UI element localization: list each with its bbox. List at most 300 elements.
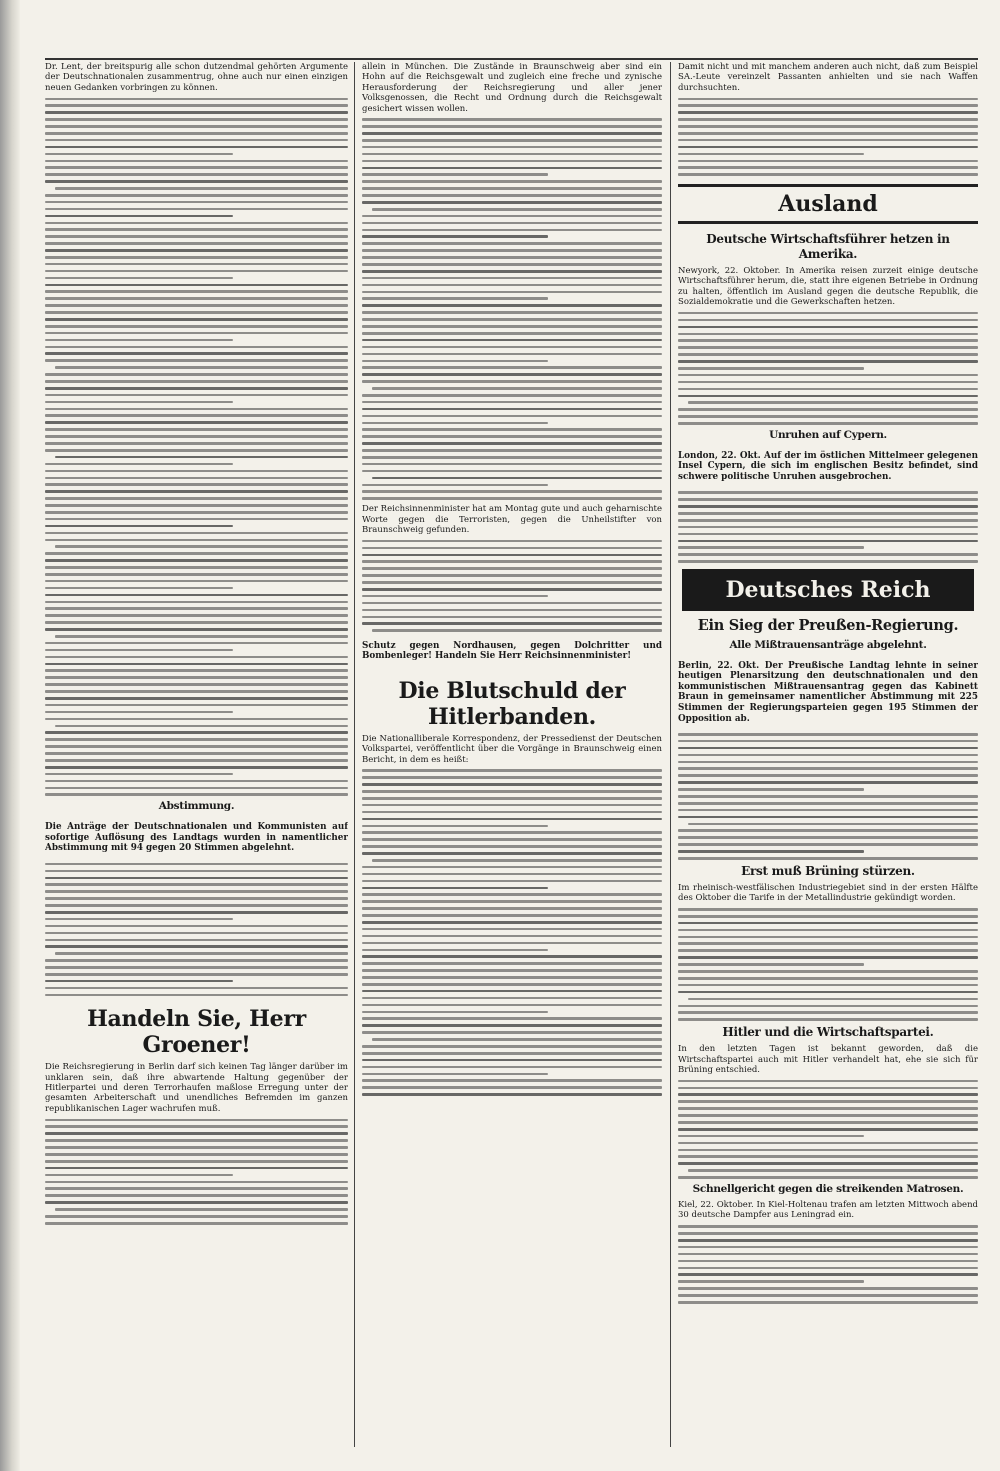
- text-line: [362, 997, 662, 1000]
- text-line: [362, 880, 662, 883]
- text-line: [45, 1139, 348, 1142]
- text-line: [362, 790, 662, 793]
- text-line: [678, 1287, 978, 1290]
- text-line: [678, 767, 978, 770]
- text-line: [45, 594, 348, 597]
- text-line: [362, 470, 662, 473]
- text-line: [678, 505, 978, 508]
- text-line: [362, 215, 662, 218]
- text-line: [362, 831, 662, 834]
- col3-body-text: [678, 98, 978, 176]
- text-line: [45, 642, 348, 645]
- text-line: [45, 373, 348, 376]
- text-line: [45, 621, 348, 624]
- text-line: [45, 731, 348, 734]
- text-line: [45, 587, 233, 590]
- text-line: [362, 616, 662, 619]
- text-line: [45, 676, 348, 679]
- text-line: [45, 414, 348, 417]
- text-line: [362, 153, 662, 156]
- text-line: [45, 966, 348, 969]
- text-line: [45, 304, 348, 307]
- text-line: [678, 333, 978, 336]
- text-line: [372, 208, 662, 211]
- text-line: [362, 825, 548, 828]
- text-line: [45, 539, 348, 542]
- text-line: [362, 540, 662, 543]
- text-line: [678, 1018, 978, 1021]
- text-line: [45, 180, 348, 183]
- text-line: [45, 290, 348, 293]
- text-line: [362, 235, 548, 238]
- text-line: [362, 602, 662, 605]
- text-line: [362, 818, 662, 821]
- text-line: [362, 201, 662, 204]
- text-line: [678, 836, 978, 839]
- text-line: [55, 456, 348, 459]
- text-line: [55, 725, 348, 728]
- text-line: [362, 622, 662, 625]
- text-line: [362, 180, 662, 183]
- col1-vote-text: Die Anträge der Deutschnationalen und Kommunisten auf sofortige Auflösung des Landtags wurden in namentlicher Abstimmung mit 94 gegen 20 Stimmen abgelehnt.: [45, 822, 348, 854]
- text-line: [45, 166, 348, 169]
- text-line: [678, 319, 978, 322]
- col2-article-text: Die Nationalliberale Korrespondenz, der Pressedienst der Deutschen Volkspartei, veröffentlicht über die Vorgänge in Braunschweig einen Bericht, in dem es heißt:: [362, 733, 662, 765]
- text-line: [45, 132, 348, 135]
- text-line: [678, 326, 978, 329]
- text-line: [45, 463, 233, 466]
- text-line: [678, 1273, 978, 1276]
- text-line: [678, 132, 978, 135]
- text-line: [45, 477, 348, 480]
- text-line: [678, 491, 978, 494]
- text-line: [45, 690, 348, 693]
- text-line: [45, 470, 348, 473]
- text-line: [678, 519, 978, 522]
- text-line: [55, 366, 348, 369]
- text-line: [362, 554, 662, 557]
- text-line: [362, 187, 662, 190]
- text-line: [45, 573, 348, 576]
- text-line: [678, 761, 978, 764]
- text-line: [362, 484, 548, 487]
- text-line: [678, 1260, 978, 1263]
- text-line: [678, 111, 978, 114]
- text-line: [362, 1045, 662, 1048]
- text-line: [362, 914, 662, 917]
- text-line: [45, 1215, 348, 1218]
- a5-text: In den letzten Tagen ist bekannt geworden, daß die Wirtschaftspartei auch mit Hitler verhandelt hat, ehe sie sich für Brüning entschied.: [678, 1044, 978, 1075]
- text-line: [678, 533, 978, 536]
- text-line: [678, 560, 978, 563]
- text-line: [362, 270, 662, 273]
- a4-title: Erst muß Brüning stürzen.: [741, 863, 915, 878]
- col1-article-text: Die Reichsregierung in Berlin darf sich keinen Tag länger darüber im unklaren sein, daß ihre abwartende Haltung gegenüber der Hitlerpartei und deren Terrorhaufen maßlose Erregung unter der gesamten Arbeiterschaft und unendliches Befremden im ganzen republikanischen Lager wachrufen muß.: [45, 1062, 348, 1114]
- text-line: [45, 525, 233, 528]
- text-line: [678, 381, 978, 384]
- text-line: [362, 990, 662, 993]
- text-line: [362, 976, 662, 979]
- text-line: [678, 546, 864, 549]
- text-line: [45, 511, 348, 514]
- text-line: [45, 1181, 348, 1184]
- text-line: [45, 1222, 348, 1225]
- text-line: [362, 408, 662, 411]
- text-line: [45, 297, 348, 300]
- text-line: [362, 339, 662, 342]
- text-line: [45, 242, 348, 245]
- a5-title: Hitler und die Wirtschaftspartei.: [722, 1025, 934, 1040]
- text-line: [45, 1194, 348, 1197]
- text-line: [678, 160, 978, 163]
- text-line: [678, 754, 978, 757]
- text-line: [45, 125, 348, 128]
- text-line: [362, 146, 662, 149]
- text-line: [45, 1187, 348, 1190]
- text-line: [45, 711, 233, 714]
- text-line: [678, 1280, 864, 1283]
- text-line: [678, 788, 864, 791]
- a3-text: Berlin, 22. Okt. Der Preußische Landtag lehnte in seiner heutigen Plenarsitzung den deutschnationalen und den kommunistischen Mißtrauensantrag gegen das Kabinett Braun in gemeinsamer namentlicher Abstimmung mit 225 Stimmen der Regierungsparteien gegen 195 Stimmen der Opposition ab.: [678, 660, 978, 724]
- text-line: [362, 769, 662, 772]
- text-line: [45, 987, 348, 990]
- a3-subtitle: Alle Mißtrauensanträge abgelehnt.: [729, 638, 927, 651]
- text-line: [678, 1080, 978, 1083]
- text-line: [45, 235, 348, 238]
- text-line: [678, 395, 978, 398]
- text-line: [362, 1017, 662, 1020]
- text-line: [678, 843, 978, 846]
- text-line: [45, 263, 348, 266]
- text-line: [55, 635, 348, 638]
- text-line: [362, 845, 662, 848]
- column-left: [45, 62, 348, 1447]
- text-line: [678, 1135, 864, 1138]
- text-line: [678, 816, 978, 819]
- text-line: [678, 388, 978, 391]
- text-line: [362, 490, 662, 493]
- text-line: [45, 959, 348, 962]
- text-line: [45, 994, 348, 997]
- text-line: [362, 249, 662, 252]
- text-line: [45, 601, 348, 604]
- text-line: [362, 852, 662, 855]
- text-line: [45, 973, 348, 976]
- text-line: [678, 1253, 978, 1256]
- text-line: [45, 394, 348, 397]
- text-line: [362, 118, 662, 121]
- text-line: [678, 984, 978, 987]
- text-line: [362, 983, 662, 986]
- text-line: [678, 98, 978, 101]
- text-line: [678, 795, 978, 798]
- text-line: [45, 359, 348, 362]
- text-line: [45, 332, 348, 335]
- text-line: [45, 925, 348, 928]
- a3-body: [678, 733, 978, 860]
- text-line: [45, 766, 348, 769]
- text-line: [45, 614, 348, 617]
- text-line: [362, 838, 662, 841]
- text-line: [362, 428, 662, 431]
- section-ausland-label: Ausland: [778, 190, 878, 217]
- text-line: [362, 263, 662, 266]
- text-line: [678, 1005, 978, 1008]
- text-line: [45, 339, 233, 342]
- a6-title: Schnellgericht gegen die streikenden Matrosen.: [692, 1183, 964, 1196]
- text-line: [45, 918, 233, 921]
- text-line: [45, 669, 348, 672]
- text-line: [678, 360, 978, 363]
- text-line: [362, 955, 662, 958]
- text-line: [678, 553, 978, 556]
- text-line: [678, 139, 978, 142]
- text-line: [678, 977, 978, 980]
- text-line: [678, 1100, 978, 1103]
- text-line: [678, 1114, 978, 1117]
- text-line: [678, 1149, 978, 1152]
- text-line: [678, 1162, 978, 1165]
- text-line: [678, 422, 978, 425]
- text-line: [45, 201, 348, 204]
- text-line: [678, 1011, 978, 1014]
- text-line: [45, 773, 233, 776]
- text-line: [45, 1160, 348, 1163]
- text-line: [678, 118, 978, 121]
- text-line: [678, 374, 978, 377]
- text-line: [678, 1239, 978, 1242]
- text-line: [45, 442, 348, 445]
- text-line: [362, 928, 662, 931]
- text-line: [362, 962, 662, 965]
- text-line: [362, 935, 662, 938]
- text-line: [678, 353, 978, 356]
- column-right: [678, 62, 978, 1447]
- text-line: [362, 1093, 662, 1096]
- text-line: [362, 449, 662, 452]
- col2-slogan: Schutz gegen Nordhausen, gegen Dolchritter und Bombenleger! Handeln Sie Herr Reichsinnenminister!: [362, 640, 662, 662]
- text-line: [45, 318, 348, 321]
- text-line: [45, 780, 348, 783]
- text-line: [45, 649, 233, 652]
- text-line: [45, 497, 348, 500]
- text-line: [45, 118, 348, 121]
- a2-title: Unruhen auf Cypern.: [769, 428, 887, 441]
- text-line: [362, 366, 662, 369]
- a4-text: Im rheinisch-westfälischen Industriegebiet sind in der ersten Hälfte des Oktober die Tarife in der Metallindustrie gekündigt worden.: [678, 882, 978, 904]
- text-line: [678, 991, 978, 994]
- text-line: [45, 863, 348, 866]
- text-line: [45, 311, 348, 314]
- text-line: [678, 809, 978, 812]
- text-line: [45, 532, 348, 535]
- text-line: [678, 512, 978, 515]
- a1-title: Deutsche Wirtschaftsführer hetzen in Amerika.: [706, 231, 950, 261]
- a3-title: Ein Sieg der Preußen-Regierung.: [697, 616, 959, 634]
- col1-lead: Dr. Lent, der breitspurig alle schon dutzendmal gehörten Argumente der Deutschnationalen zusammentrug, ohne auch nur einen einzigen neuen Gedanken vorbringen zu können.: [45, 62, 348, 93]
- text-line: [45, 208, 348, 211]
- text-line: [678, 526, 978, 529]
- text-line: [678, 908, 978, 911]
- text-line: [678, 1107, 978, 1110]
- text-line: [678, 1267, 978, 1270]
- text-line: [362, 1052, 662, 1055]
- text-line: [45, 408, 348, 411]
- text-line: [362, 173, 548, 176]
- text-line: [362, 783, 662, 786]
- text-line: [678, 829, 978, 832]
- text-line: [678, 1093, 978, 1096]
- text-line: [45, 160, 348, 163]
- text-line: [45, 352, 348, 355]
- text-line: [678, 153, 864, 156]
- text-line: [678, 936, 978, 939]
- a2-body: [678, 491, 978, 563]
- text-line: [362, 1024, 662, 1027]
- text-line: [678, 1128, 978, 1131]
- text-line: [678, 970, 978, 973]
- text-line: [678, 498, 978, 501]
- text-line: [678, 1225, 978, 1228]
- text-line: [362, 609, 662, 612]
- text-line: [45, 566, 348, 569]
- text-line: [45, 153, 233, 156]
- text-line: [45, 139, 348, 142]
- text-line: [45, 111, 348, 114]
- text-line: [45, 718, 348, 721]
- text-line: [45, 628, 348, 631]
- text-line: [45, 793, 348, 796]
- text-line: [678, 540, 978, 543]
- text-line: [45, 1132, 348, 1135]
- text-line: [678, 857, 978, 860]
- col2-body-text: [362, 118, 662, 500]
- text-line: [678, 922, 978, 925]
- text-line: [45, 1201, 348, 1204]
- text-line: [362, 360, 548, 363]
- text-line: [362, 332, 662, 335]
- text-line: [362, 325, 662, 328]
- text-line: [678, 1087, 978, 1090]
- text-line: [362, 422, 548, 425]
- text-line: [678, 1176, 978, 1179]
- text-line: [45, 222, 348, 225]
- text-line: [362, 222, 662, 225]
- text-line: [678, 1294, 978, 1297]
- text-line: [372, 477, 662, 480]
- text-line: [362, 277, 662, 280]
- text-line: [362, 797, 662, 800]
- text-line: [362, 900, 662, 903]
- text-line: [45, 890, 348, 893]
- text-line: [362, 435, 662, 438]
- text-line: [362, 969, 662, 972]
- text-line: [45, 904, 348, 907]
- text-line: [362, 242, 662, 245]
- col3-lead: Damit nicht und mit manchem anderen auch nicht, daß zum Beispiel SA.-Leute vereinzelt Passanten anhielten und sie nach Waffen durchsuchten.: [678, 62, 978, 93]
- text-line: [362, 304, 662, 307]
- column-rule: [670, 62, 671, 1447]
- text-line: [45, 704, 348, 707]
- col2-mid-body: [362, 540, 662, 632]
- text-line: [362, 1004, 662, 1007]
- text-line: [678, 942, 978, 945]
- text-line: [45, 421, 348, 424]
- text-line: [362, 373, 662, 376]
- text-line: [678, 956, 978, 959]
- text-line: [688, 401, 978, 404]
- text-line: [45, 256, 348, 259]
- text-line: [362, 229, 662, 232]
- text-line: [688, 1169, 978, 1172]
- text-line: [362, 256, 662, 259]
- text-line: [45, 483, 348, 486]
- text-line: [362, 574, 662, 577]
- text-line: [362, 893, 662, 896]
- text-line: [678, 125, 978, 128]
- text-line: [45, 518, 348, 521]
- a1-text: Newyork, 22. Oktober. In Amerika reisen zurzeit einige deutsche Wirtschaftsführer herum, die, statt ihre eigenen Betriebe in Ordnung zu halten, öffentlich im Ausland gegen die deutsche Republik, die Sozialdemokratie und die Gewerkschaften hetzen.: [678, 265, 978, 308]
- text-line: [55, 545, 348, 548]
- text-line: [45, 435, 348, 438]
- text-line: [45, 98, 348, 101]
- text-line: [362, 1086, 662, 1089]
- text-line: [362, 804, 662, 807]
- col1-article-title: Handeln Sie, Herr Groener!: [87, 1006, 306, 1059]
- text-line: [55, 952, 348, 955]
- text-line: [45, 228, 348, 231]
- text-line: [45, 1153, 348, 1156]
- text-line: [45, 683, 348, 686]
- text-line: [45, 745, 348, 748]
- text-line: [678, 1142, 978, 1145]
- col1-body-text: [45, 98, 348, 797]
- text-line: [362, 949, 548, 952]
- text-line: [362, 463, 662, 466]
- text-line: [45, 249, 348, 252]
- a6-body: [678, 1225, 978, 1303]
- text-line: [55, 187, 348, 190]
- text-line: [45, 980, 233, 983]
- text-line: [362, 942, 662, 945]
- text-line: [678, 802, 978, 805]
- text-line: [362, 588, 662, 591]
- text-line: [362, 442, 662, 445]
- text-line: [362, 595, 548, 598]
- text-line: [362, 547, 662, 550]
- column-middle: [362, 62, 662, 1447]
- text-line: [45, 490, 348, 493]
- text-line: [362, 297, 548, 300]
- text-line: [362, 167, 662, 170]
- text-line: [362, 139, 662, 142]
- text-line: [678, 173, 978, 176]
- text-line: [678, 1155, 978, 1158]
- text-line: [45, 1119, 348, 1122]
- text-line: [372, 859, 662, 862]
- text-line: [678, 312, 978, 315]
- text-line: [372, 387, 662, 390]
- text-line: [45, 1167, 348, 1170]
- text-line: [45, 911, 348, 914]
- text-line: [678, 774, 978, 777]
- text-line: [362, 866, 662, 869]
- text-line: [45, 194, 348, 197]
- text-line: [45, 504, 348, 507]
- text-line: [45, 552, 348, 555]
- text-line: [45, 580, 348, 583]
- text-line: [362, 401, 662, 404]
